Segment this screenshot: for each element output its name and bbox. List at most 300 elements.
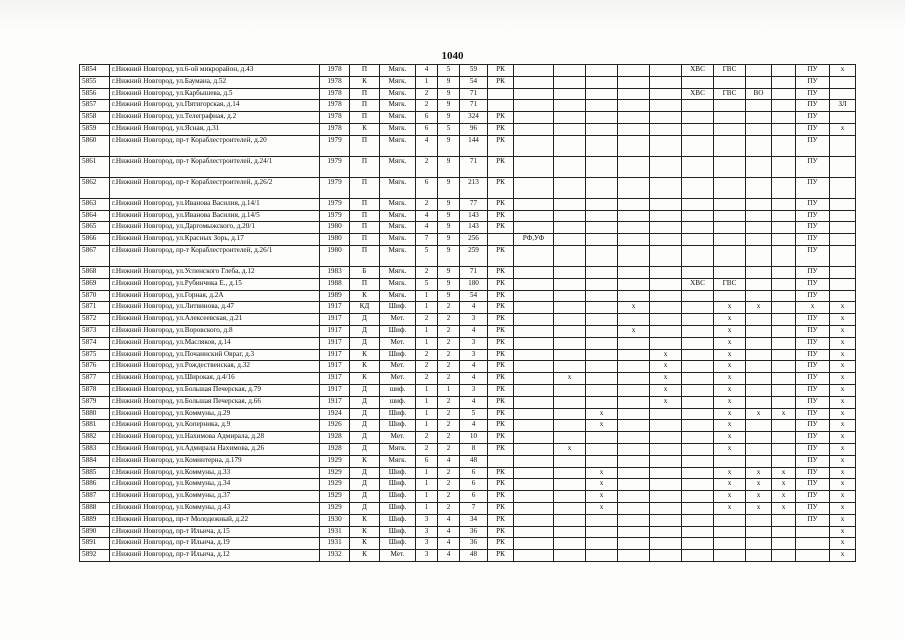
cell-col-rf xyxy=(514,222,554,234)
cell-col-rk: РК xyxy=(488,526,514,538)
cell-col-pu: ПУ xyxy=(796,349,830,361)
cell-year-built: 1917 xyxy=(320,361,350,373)
cell-col-a xyxy=(554,502,586,514)
cell-row-number: 5867 xyxy=(80,245,110,266)
cell-row-number: 5864 xyxy=(80,210,110,222)
cell-col-vo: х xyxy=(746,491,772,503)
cell-apartments: 180 xyxy=(460,278,488,290)
cell-address: г.Нижний Новгород, ул.Ясная, д.31 xyxy=(110,123,320,135)
cell-col-vo: х xyxy=(746,467,772,479)
cell-row-number: 5860 xyxy=(80,135,110,156)
table-row xyxy=(80,514,856,526)
cell-col-c xyxy=(618,514,650,526)
cell-entrances: 1 xyxy=(416,396,438,408)
cell-col-e xyxy=(772,245,796,266)
table-row xyxy=(80,408,856,420)
cell-col-last xyxy=(830,278,856,290)
cell-col-gvs xyxy=(714,266,746,278)
cell-col-rf xyxy=(514,266,554,278)
cell-col-gvs: х xyxy=(714,396,746,408)
cell-roof-type: Мягк. xyxy=(380,443,416,455)
cell-col-c xyxy=(618,290,650,302)
cell-col-e xyxy=(772,234,796,246)
cell-col-d xyxy=(650,420,682,432)
cell-floors: 9 xyxy=(438,234,460,246)
cell-col-a xyxy=(554,266,586,278)
cell-row-number: 5869 xyxy=(80,278,110,290)
cell-col-rf xyxy=(514,349,554,361)
cell-col-a xyxy=(554,290,586,302)
cell-col-gvs: х xyxy=(714,337,746,349)
cell-col-rf xyxy=(514,384,554,396)
cell-apartments: 6 xyxy=(460,479,488,491)
cell-col-d xyxy=(650,314,682,326)
table-row xyxy=(80,349,856,361)
cell-year-built: 1917 xyxy=(320,349,350,361)
cell-col-a xyxy=(554,245,586,266)
cell-col-b xyxy=(586,210,618,222)
cell-col-b xyxy=(586,156,618,177)
cell-wall-material: К xyxy=(350,550,380,562)
cell-col-e xyxy=(772,373,796,385)
cell-col-b xyxy=(586,396,618,408)
cell-col-pu: ПУ xyxy=(796,361,830,373)
cell-floors: 2 xyxy=(438,491,460,503)
cell-col-vo xyxy=(746,234,772,246)
table-row xyxy=(80,290,856,302)
cell-col-a: х xyxy=(554,373,586,385)
cell-address: г.Нижний Новгород, ул.Широкая, д.4/16 xyxy=(110,373,320,385)
registry-rows xyxy=(80,65,856,562)
cell-col-c xyxy=(618,467,650,479)
cell-row-number: 5870 xyxy=(80,290,110,302)
table-row xyxy=(80,396,856,408)
cell-col-gvs: ГВС xyxy=(714,88,746,100)
cell-col-last: х xyxy=(830,361,856,373)
cell-col-b xyxy=(586,266,618,278)
cell-col-rk: РК xyxy=(488,198,514,210)
cell-col-e xyxy=(772,349,796,361)
cell-roof-type: Мет. xyxy=(380,337,416,349)
cell-col-last xyxy=(830,245,856,266)
cell-col-b xyxy=(586,325,618,337)
cell-wall-material: П xyxy=(350,222,380,234)
cell-col-vo xyxy=(746,290,772,302)
cell-col-rk: РК xyxy=(488,420,514,432)
cell-col-b: х xyxy=(586,467,618,479)
cell-col-d xyxy=(650,455,682,467)
cell-col-a xyxy=(554,314,586,326)
cell-col-rf xyxy=(514,526,554,538)
cell-address: г.Нижний Новгород, ул.Нахимова Адмирала, д.28 xyxy=(110,432,320,444)
cell-address: г.Нижний Новгород, ул.Литвинова, д.47 xyxy=(110,302,320,314)
cell-col-pu: ПУ xyxy=(796,373,830,385)
cell-col-vo xyxy=(746,177,772,198)
cell-col-hvs xyxy=(682,135,714,156)
cell-col-hvs: ХВС xyxy=(682,278,714,290)
table-row xyxy=(80,432,856,444)
cell-col-b: х xyxy=(586,408,618,420)
cell-address: г.Нижний Новгород, ул.Коперника, д.9 xyxy=(110,420,320,432)
cell-col-c xyxy=(618,432,650,444)
cell-col-rf xyxy=(514,177,554,198)
cell-floors: 9 xyxy=(438,76,460,88)
cell-col-c xyxy=(618,65,650,77)
cell-col-rk: РК xyxy=(488,443,514,455)
cell-floors: 9 xyxy=(438,198,460,210)
cell-col-c xyxy=(618,112,650,124)
cell-row-number: 5859 xyxy=(80,123,110,135)
cell-col-hvs xyxy=(682,123,714,135)
cell-col-e xyxy=(772,76,796,88)
cell-row-number: 5872 xyxy=(80,314,110,326)
cell-year-built: 1929 xyxy=(320,502,350,514)
cell-apartments: 144 xyxy=(460,135,488,156)
cell-col-hvs xyxy=(682,349,714,361)
cell-col-c xyxy=(618,245,650,266)
cell-col-vo: х xyxy=(746,302,772,314)
cell-roof-type: Шиф. xyxy=(380,408,416,420)
cell-address: г.Нижний Новгород, ул.6-ой микрорайон, д.43 xyxy=(110,65,320,77)
cell-apartments: 4 xyxy=(460,361,488,373)
cell-roof-type: Мет. xyxy=(380,550,416,562)
cell-floors: 2 xyxy=(438,502,460,514)
cell-floors: 4 xyxy=(438,455,460,467)
scan-artifact xyxy=(0,0,905,30)
cell-row-number: 5873 xyxy=(80,325,110,337)
cell-roof-type: шиф. xyxy=(380,384,416,396)
cell-address: г.Нижний Новгород, ул.Баумана, д.52 xyxy=(110,76,320,88)
cell-roof-type: Мет. xyxy=(380,361,416,373)
cell-col-last xyxy=(830,88,856,100)
cell-wall-material: Д xyxy=(350,502,380,514)
cell-col-e: х xyxy=(772,491,796,503)
cell-col-vo xyxy=(746,278,772,290)
cell-row-number: 5871 xyxy=(80,302,110,314)
cell-col-c xyxy=(618,349,650,361)
cell-col-pu xyxy=(796,538,830,550)
cell-col-c xyxy=(618,314,650,326)
cell-wall-material: К xyxy=(350,373,380,385)
table-row xyxy=(80,278,856,290)
cell-entrances: 7 xyxy=(416,234,438,246)
cell-col-c xyxy=(618,455,650,467)
cell-col-vo xyxy=(746,526,772,538)
cell-col-e xyxy=(772,337,796,349)
cell-col-last: х xyxy=(830,396,856,408)
cell-year-built: 1931 xyxy=(320,538,350,550)
table-row xyxy=(80,479,856,491)
table-row xyxy=(80,302,856,314)
cell-row-number: 5861 xyxy=(80,156,110,177)
cell-floors: 2 xyxy=(438,432,460,444)
cell-col-last xyxy=(830,222,856,234)
cell-col-last xyxy=(830,266,856,278)
cell-col-a xyxy=(554,76,586,88)
cell-col-rk: РК xyxy=(488,467,514,479)
cell-col-hvs xyxy=(682,100,714,112)
cell-floors: 1 xyxy=(438,384,460,396)
cell-col-e xyxy=(772,302,796,314)
cell-col-d: х xyxy=(650,396,682,408)
cell-col-last: х xyxy=(830,502,856,514)
cell-col-pu: ПУ xyxy=(796,135,830,156)
cell-col-e xyxy=(772,100,796,112)
cell-col-gvs: х xyxy=(714,361,746,373)
table-row xyxy=(80,210,856,222)
cell-col-hvs xyxy=(682,112,714,124)
cell-col-gvs xyxy=(714,245,746,266)
cell-roof-type: Мягк. xyxy=(380,135,416,156)
cell-col-gvs: х xyxy=(714,349,746,361)
cell-col-c: х xyxy=(618,325,650,337)
cell-address: г.Нижний Новгород, ул.Большая Печерская, д.66 xyxy=(110,396,320,408)
cell-year-built: 1980 xyxy=(320,222,350,234)
cell-roof-type: Шиф. xyxy=(380,325,416,337)
cell-col-a xyxy=(554,550,586,562)
cell-floors: 9 xyxy=(438,112,460,124)
cell-col-d xyxy=(650,290,682,302)
cell-col-rk: РК xyxy=(488,514,514,526)
cell-row-number: 5883 xyxy=(80,443,110,455)
cell-row-number: 5880 xyxy=(80,408,110,420)
cell-apartments: 143 xyxy=(460,210,488,222)
cell-floors: 5 xyxy=(438,65,460,77)
cell-col-rf xyxy=(514,538,554,550)
cell-col-c xyxy=(618,443,650,455)
cell-col-hvs: ХВС xyxy=(682,65,714,77)
cell-address: г.Нижний Новгород, ул.Иванова Василия, д.14/5 xyxy=(110,210,320,222)
cell-row-number: 5877 xyxy=(80,373,110,385)
cell-col-d xyxy=(650,526,682,538)
cell-col-d xyxy=(650,112,682,124)
cell-year-built: 1978 xyxy=(320,100,350,112)
cell-col-a xyxy=(554,337,586,349)
cell-col-rf xyxy=(514,514,554,526)
cell-col-vo xyxy=(746,245,772,266)
cell-address: г.Нижний Новгород, ул.Иванова Василия, д.14/1 xyxy=(110,198,320,210)
cell-col-rk: РК xyxy=(488,538,514,550)
cell-wall-material: К xyxy=(350,76,380,88)
cell-year-built: 1931 xyxy=(320,526,350,538)
cell-wall-material: К xyxy=(350,123,380,135)
cell-col-hvs xyxy=(682,396,714,408)
cell-col-pu: ПУ xyxy=(796,408,830,420)
cell-col-a xyxy=(554,222,586,234)
cell-col-hvs xyxy=(682,432,714,444)
cell-col-a xyxy=(554,278,586,290)
cell-col-hvs xyxy=(682,455,714,467)
cell-roof-type: Мет. xyxy=(380,373,416,385)
cell-col-last: х xyxy=(830,408,856,420)
cell-col-rk: РК xyxy=(488,222,514,234)
cell-col-b xyxy=(586,88,618,100)
cell-row-number: 5890 xyxy=(80,526,110,538)
table-row xyxy=(80,88,856,100)
cell-col-hvs xyxy=(682,373,714,385)
cell-col-b xyxy=(586,314,618,326)
cell-apartments: 3 xyxy=(460,349,488,361)
cell-col-rf xyxy=(514,112,554,124)
cell-apartments: 54 xyxy=(460,76,488,88)
cell-col-d xyxy=(650,88,682,100)
cell-roof-type: Шиф. xyxy=(380,302,416,314)
cell-col-rf xyxy=(514,198,554,210)
cell-col-pu: ПУ xyxy=(796,222,830,234)
cell-col-rk: РК xyxy=(488,210,514,222)
cell-year-built: 1929 xyxy=(320,491,350,503)
cell-col-gvs: х xyxy=(714,373,746,385)
cell-col-e xyxy=(772,135,796,156)
cell-roof-type: Мет. xyxy=(380,314,416,326)
cell-entrances: 1 xyxy=(416,420,438,432)
cell-col-hvs xyxy=(682,550,714,562)
cell-col-gvs: х xyxy=(714,502,746,514)
cell-col-b xyxy=(586,337,618,349)
cell-col-c xyxy=(618,156,650,177)
table-row xyxy=(80,373,856,385)
cell-col-c xyxy=(618,479,650,491)
cell-floors: 9 xyxy=(438,278,460,290)
cell-floors: 4 xyxy=(438,550,460,562)
cell-col-gvs: х xyxy=(714,325,746,337)
cell-col-gvs xyxy=(714,198,746,210)
cell-wall-material: Д xyxy=(350,337,380,349)
cell-floors: 9 xyxy=(438,290,460,302)
cell-col-c xyxy=(618,234,650,246)
cell-roof-type: Мягк. xyxy=(380,123,416,135)
cell-col-gvs: х xyxy=(714,491,746,503)
cell-col-rk xyxy=(488,100,514,112)
cell-col-a xyxy=(554,526,586,538)
cell-address: г.Нижний Новгород, ул.Даргомыжского, д.20/1 xyxy=(110,222,320,234)
cell-apartments: 34 xyxy=(460,514,488,526)
table-row xyxy=(80,550,856,562)
cell-apartments: 4 xyxy=(460,396,488,408)
cell-col-rk: РК xyxy=(488,135,514,156)
table-row xyxy=(80,198,856,210)
cell-col-d xyxy=(650,550,682,562)
cell-entrances: 1 xyxy=(416,408,438,420)
table-row xyxy=(80,100,856,112)
cell-col-e xyxy=(772,88,796,100)
cell-col-d xyxy=(650,467,682,479)
cell-col-c xyxy=(618,502,650,514)
cell-col-vo xyxy=(746,373,772,385)
cell-col-e xyxy=(772,384,796,396)
cell-entrances: 3 xyxy=(416,526,438,538)
cell-col-hvs xyxy=(682,526,714,538)
cell-col-rk xyxy=(488,88,514,100)
cell-col-a xyxy=(554,514,586,526)
cell-floors: 4 xyxy=(438,514,460,526)
cell-col-hvs xyxy=(682,302,714,314)
cell-row-number: 5863 xyxy=(80,198,110,210)
cell-col-hvs xyxy=(682,314,714,326)
cell-apartments: 324 xyxy=(460,112,488,124)
cell-year-built: 1917 xyxy=(320,314,350,326)
table-row xyxy=(80,222,856,234)
cell-apartments: 71 xyxy=(460,100,488,112)
cell-col-hvs xyxy=(682,420,714,432)
cell-col-gvs xyxy=(714,100,746,112)
cell-roof-type: Шиф. xyxy=(380,467,416,479)
cell-year-built: 1917 xyxy=(320,302,350,314)
cell-floors: 2 xyxy=(438,314,460,326)
cell-col-last: х xyxy=(830,420,856,432)
cell-col-gvs: х xyxy=(714,432,746,444)
cell-col-e xyxy=(772,266,796,278)
cell-apartments: 4 xyxy=(460,373,488,385)
cell-col-gvs: х xyxy=(714,408,746,420)
cell-col-d xyxy=(650,302,682,314)
cell-floors: 2 xyxy=(438,408,460,420)
cell-col-gvs xyxy=(714,290,746,302)
cell-col-a xyxy=(554,384,586,396)
cell-col-rk: РК xyxy=(488,408,514,420)
cell-col-hvs: ХВС xyxy=(682,88,714,100)
cell-apartments: 71 xyxy=(460,88,488,100)
cell-roof-type: Мягк. xyxy=(380,198,416,210)
cell-col-gvs: х xyxy=(714,420,746,432)
cell-col-hvs xyxy=(682,245,714,266)
cell-row-number: 5856 xyxy=(80,88,110,100)
cell-col-hvs xyxy=(682,443,714,455)
cell-floors: 2 xyxy=(438,337,460,349)
cell-col-hvs xyxy=(682,198,714,210)
cell-col-a xyxy=(554,361,586,373)
table-row xyxy=(80,123,856,135)
cell-col-b xyxy=(586,373,618,385)
cell-year-built: 1932 xyxy=(320,550,350,562)
cell-col-rf xyxy=(514,302,554,314)
cell-col-e xyxy=(772,396,796,408)
cell-address: г.Нижний Новгород, ул.Коммуны, д.43 xyxy=(110,502,320,514)
cell-wall-material: П xyxy=(350,135,380,156)
cell-floors: 9 xyxy=(438,222,460,234)
cell-col-a xyxy=(554,156,586,177)
cell-col-rf xyxy=(514,100,554,112)
cell-entrances: 6 xyxy=(416,123,438,135)
cell-col-pu: ПУ xyxy=(796,156,830,177)
cell-col-rf xyxy=(514,325,554,337)
cell-entrances: 2 xyxy=(416,373,438,385)
cell-col-b xyxy=(586,222,618,234)
cell-col-vo xyxy=(746,361,772,373)
cell-col-b xyxy=(586,550,618,562)
cell-floors: 2 xyxy=(438,396,460,408)
cell-roof-type: Мягк. xyxy=(380,100,416,112)
cell-col-d xyxy=(650,123,682,135)
cell-wall-material: Б xyxy=(350,266,380,278)
cell-year-built: 1978 xyxy=(320,76,350,88)
cell-col-c xyxy=(618,88,650,100)
cell-floors: 2 xyxy=(438,302,460,314)
cell-col-b xyxy=(586,278,618,290)
cell-year-built: 1978 xyxy=(320,123,350,135)
cell-col-last xyxy=(830,156,856,177)
table-row xyxy=(80,76,856,88)
cell-address: г.Нижний Новгород, ул.Рубинчика Е., д.15 xyxy=(110,278,320,290)
cell-year-built: 1926 xyxy=(320,420,350,432)
cell-col-last xyxy=(830,210,856,222)
cell-col-rf xyxy=(514,65,554,77)
cell-col-pu: ПУ xyxy=(796,420,830,432)
cell-row-number: 5878 xyxy=(80,384,110,396)
table-row xyxy=(80,112,856,124)
cell-entrances: 6 xyxy=(416,177,438,198)
table-row xyxy=(80,325,856,337)
